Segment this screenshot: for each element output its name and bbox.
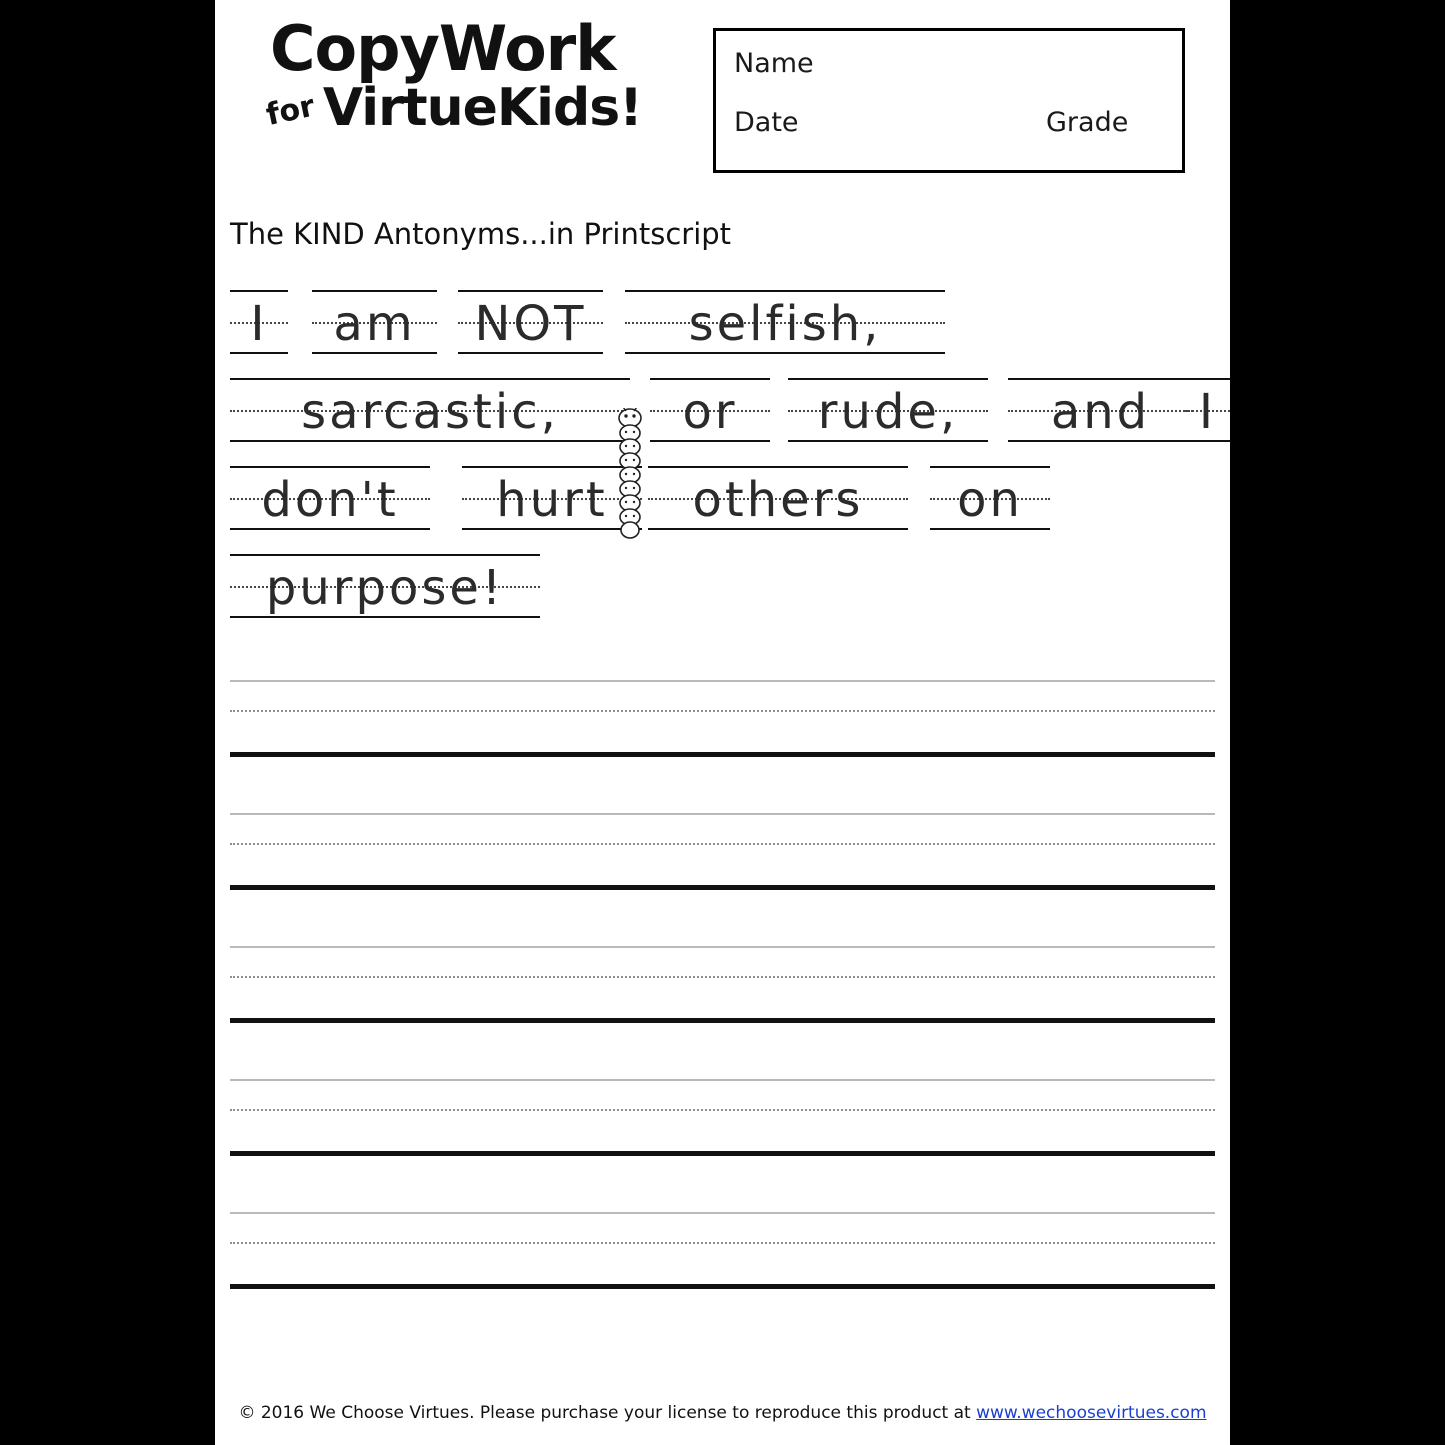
logo-title: CopyWork (270, 12, 616, 85)
trace-line (230, 290, 1215, 378)
practice-mid-rule (230, 710, 1215, 712)
trace-word: hurt (496, 472, 608, 528)
practice-top-rule (230, 1079, 1215, 1081)
practice-top-rule (230, 1212, 1215, 1214)
logo-for-text: for (263, 88, 318, 133)
logo-subtitle (263, 78, 650, 138)
trace-line (230, 378, 1215, 466)
practice-line-group (230, 926, 1215, 1059)
copyright-text: © 2016 We Choose Virtues. Please purchase your license to reproduce this product at (238, 1403, 977, 1423)
practice-mid-rule (230, 843, 1215, 845)
trace-word: others (692, 472, 864, 528)
practice-top-rule (230, 946, 1215, 948)
grade-label: Grade (1046, 107, 1129, 138)
practice-base-rule (230, 1018, 1215, 1023)
trace-line (230, 554, 1215, 642)
logo-virtuekids-text: VirtueKids! (322, 78, 642, 138)
worksheet-page (215, 0, 1230, 1445)
worksheet-subtitle: The KIND Antonyms...in Printscript (230, 217, 732, 251)
logo (263, 12, 650, 138)
trace-sentence-block (230, 290, 1215, 645)
trace-word: NOT (474, 296, 587, 352)
practice-mid-rule (230, 1242, 1215, 1244)
trace-word: selfish, (688, 296, 882, 352)
practice-line-group (230, 793, 1215, 926)
trace-word: I (1198, 384, 1217, 440)
trace-word: I (250, 296, 268, 352)
trace-word: and (1050, 384, 1151, 440)
practice-line-group (230, 660, 1215, 793)
practice-mid-rule (230, 976, 1215, 978)
practice-base-rule (230, 1284, 1215, 1289)
website-link[interactable]: www.wechoosevirtues.com (976, 1403, 1207, 1423)
practice-line-group (230, 1059, 1215, 1192)
practice-top-rule (230, 680, 1215, 682)
trace-word: or (682, 384, 738, 440)
trace-word: am (333, 296, 416, 352)
practice-mid-rule (230, 1109, 1215, 1111)
trace-word: rude, (817, 384, 959, 440)
name-label: Name (734, 48, 814, 79)
practice-lines (230, 660, 1215, 1325)
trace-word: sarcastic, (301, 384, 559, 440)
trace-line (230, 466, 1215, 554)
trace-word: on (957, 472, 1023, 528)
practice-base-rule (230, 1151, 1215, 1156)
caterpillar-icon (615, 408, 645, 543)
practice-line-group (230, 1192, 1215, 1325)
trace-word: purpose! (265, 560, 505, 616)
trace-word: don't (261, 472, 399, 528)
footer (215, 1403, 1230, 1423)
name-date-grade-box (713, 28, 1185, 173)
practice-base-rule (230, 752, 1215, 757)
page-header (215, 0, 1230, 200)
practice-top-rule (230, 813, 1215, 815)
practice-base-rule (230, 885, 1215, 890)
date-label: Date (734, 107, 799, 138)
